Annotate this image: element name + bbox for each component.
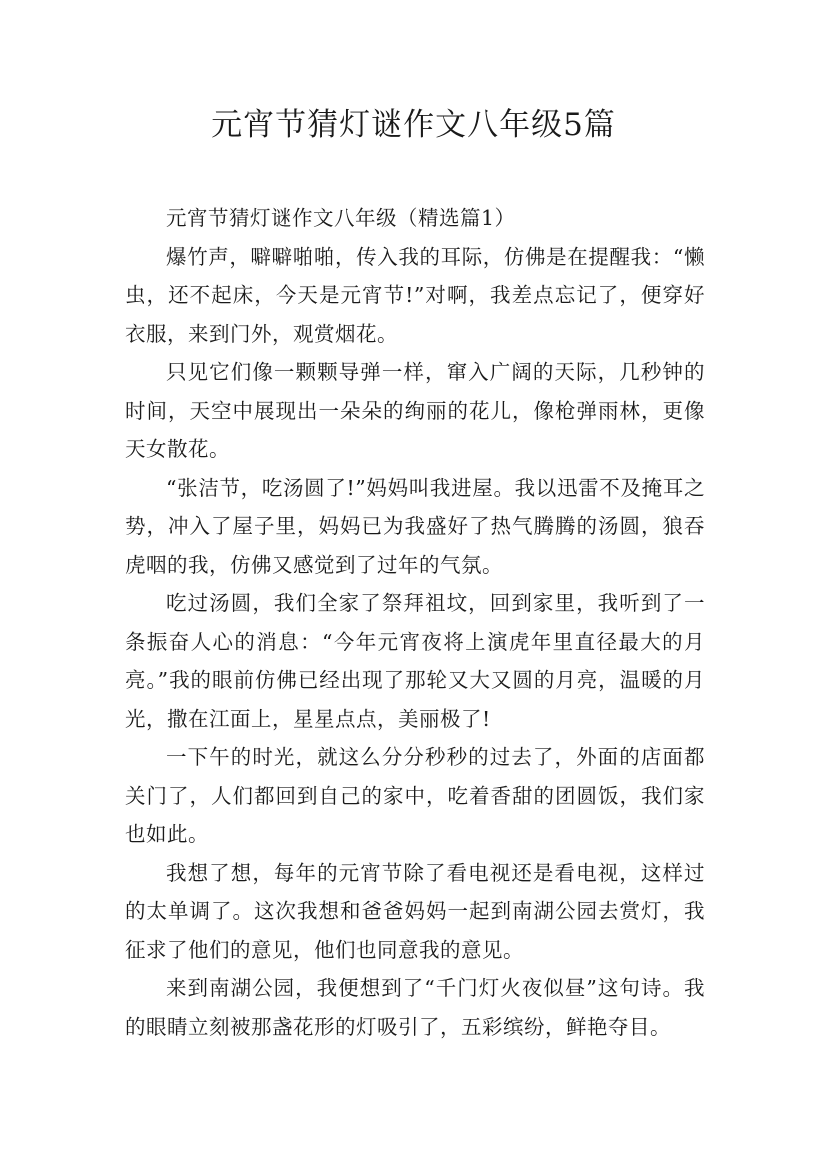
section-heading: 元宵节猜灯谜作文八年级（精选篇1） [166, 206, 516, 230]
document-title: 元宵节猜灯谜作文八年级5篇 [211, 107, 616, 143]
paragraph: “张洁节，吃汤圆了!”妈妈叫我进屋。我以迅雷不及掩耳之势，冲入了屋子里，妈妈已为我盛好了热气腾腾的汤圆，狼吞虎咽的我，仿佛又感觉到了过年的气氛。 [125, 475, 705, 577]
document-body [125, 199, 705, 1046]
paragraph: 我想了想，每年的元宵节除了看电视还是看电视，这样过的太单调了。这次我想和爸爸妈妈一起到南湖公园去赏灯，我征求了他们的意见，他们也同意我的意见。 [125, 860, 705, 962]
paragraph: 来到南湖公园，我便想到了“千门灯火夜似昼”这句诗。我的眼睛立刻被那盏花形的灯吸引了，五彩缤纷，鲜艳夺目。 [125, 976, 705, 1039]
paragraph: 爆竹声，噼噼啪啪，传入我的耳际，仿佛是在提醒我：“懒虫，还不起床，今天是元宵节!”对啊，我差点忘记了，便穿好衣服，来到门外，观赏烟花。 [125, 244, 705, 346]
paragraph: 一下午的时光，就这么分分秒秒的过去了，外面的店面都关门了，人们都回到自己的家中，吃着香甜的团圆饭，我们家也如此。 [125, 745, 705, 846]
paragraph: 只见它们像一颗颗导弹一样，窜入广阔的天际，几秒钟的时间，天空中展现出一朵朵的绚丽的花儿，像枪弹雨林，更像天女散花。 [125, 360, 705, 461]
paragraph: 吃过汤圆，我们全家了祭拜祖坟，回到家里，我听到了一条振奋人心的消息：“今年元宵夜将上演虎年里直径最大的月亮。”我的眼前仿佛已经出现了那轮又大又圆的月亮，温暖的月光，撒在江面上，星星点点，美丽极了! [125, 591, 705, 731]
